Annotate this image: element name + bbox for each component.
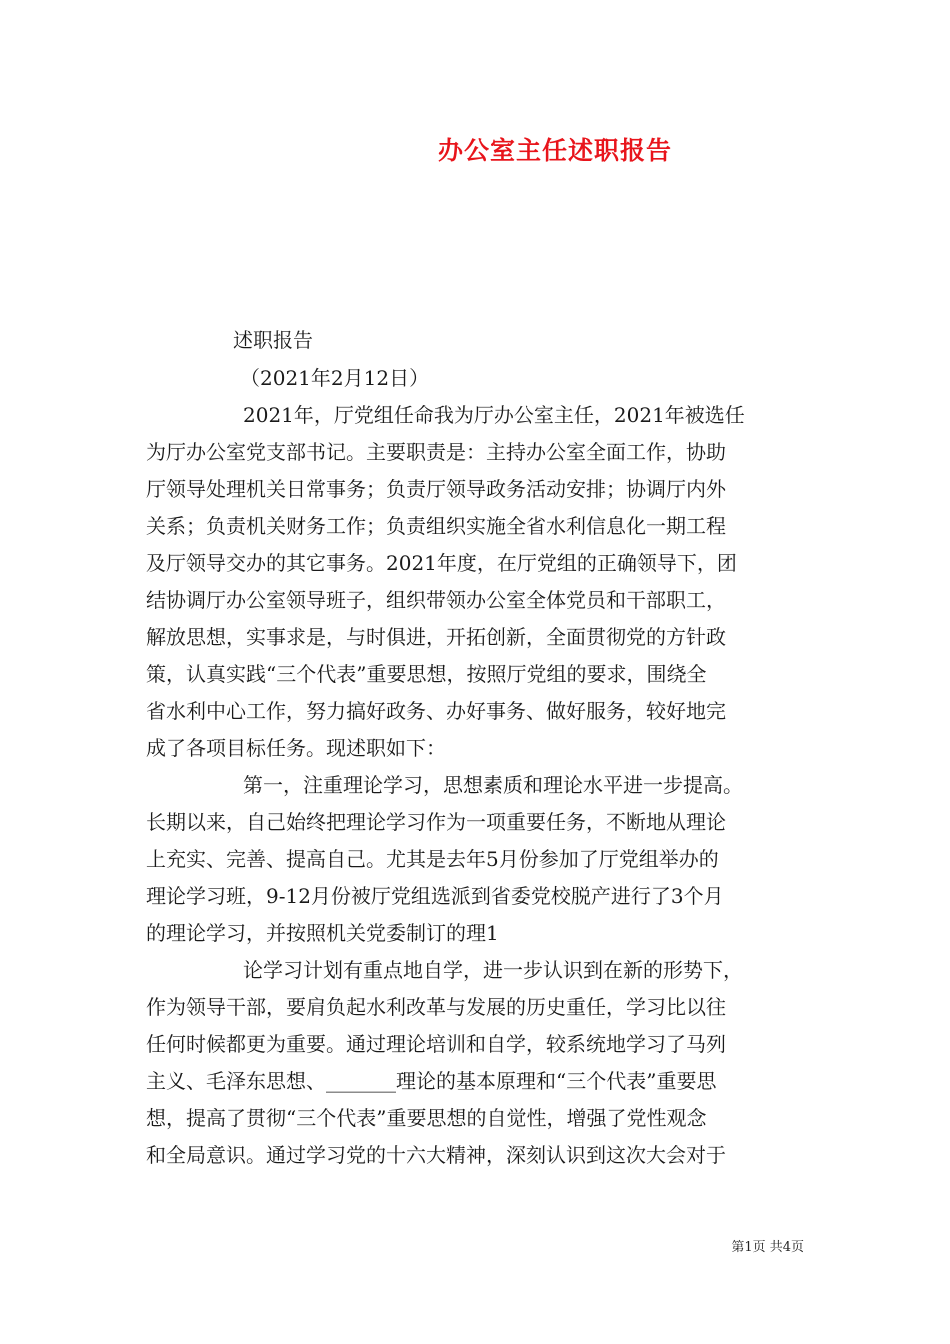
- body-line: 想，提高了贯彻“三个代表”重要思想的自觉性，增强了党性观念: [146, 1106, 707, 1130]
- report-subtitle: 述职报告: [233, 328, 313, 352]
- body-line: 的理论学习，并按照机关党委制订的理1: [146, 921, 499, 945]
- body-line: 任何时候都更为重要。通过理论培训和自学，较系统地学习了马列: [146, 1032, 726, 1056]
- body-line: 策，认真实践“三个代表”重要思想，按照厅党组的要求，围绕全: [146, 662, 707, 686]
- body-line: 主义、毛泽东思想、_______理论的基本原理和“三个代表”重要思: [146, 1069, 717, 1093]
- page-number: 第1页 共4页: [731, 1240, 804, 1255]
- body-line: 和全局意识。通过学习党的十六大精神，深刻认识到这次大会对于: [146, 1143, 726, 1167]
- document-title: 办公室主任述职报告: [437, 136, 672, 165]
- body-line: 厅领导处理机关日常事务；负责厅领导政务活动安排；协调厅内外: [146, 477, 726, 501]
- body-line: 长期以来，自己始终把理论学习作为一项重要任务，不断地从理论: [146, 810, 726, 834]
- body-line: 关系；负责机关财务工作；负责组织实施全省水利信息化一期工程: [146, 514, 726, 538]
- report-date: （2021年2月12日）: [240, 366, 430, 390]
- body-line: 及厅领导交办的其它事务。2021年度，在厅党组的正确领导下，团: [146, 551, 737, 575]
- body-line: 论学习计划有重点地自学，进一步认识到在新的形势下，: [243, 958, 743, 982]
- body-line: 解放思想，实事求是，与时俱进，开拓创新，全面贯彻党的方针政: [146, 625, 726, 649]
- body-line: 2021年，厅党组任命我为厅办公室主任，2021年被选任: [243, 403, 745, 427]
- body-line: 作为领导干部，要肩负起水利改革与发展的历史重任，学习比以往: [146, 995, 726, 1019]
- body-line: 为厅办公室党支部书记。主要职责是：主持办公室全面工作，协助: [146, 440, 726, 464]
- section-heading: 第一，注重理论学习，思想素质和理论水平进一步提高。: [243, 773, 743, 797]
- body-line: 上充实、完善、提高自己。尤其是去年5月份参加了厅党组举办的: [146, 847, 719, 871]
- body-line: 结协调厅办公室领导班子，组织带领办公室全体党员和干部职工，: [146, 588, 726, 612]
- body-line: 省水利中心工作，努力搞好政务、办好事务、做好服务，较好地完: [146, 699, 726, 723]
- body-line: 成了各项目标任务。现述职如下：: [146, 736, 446, 760]
- body-line: 理论学习班，9-12月份被厅党组选派到省委党校脱产进行了3个月: [146, 884, 724, 908]
